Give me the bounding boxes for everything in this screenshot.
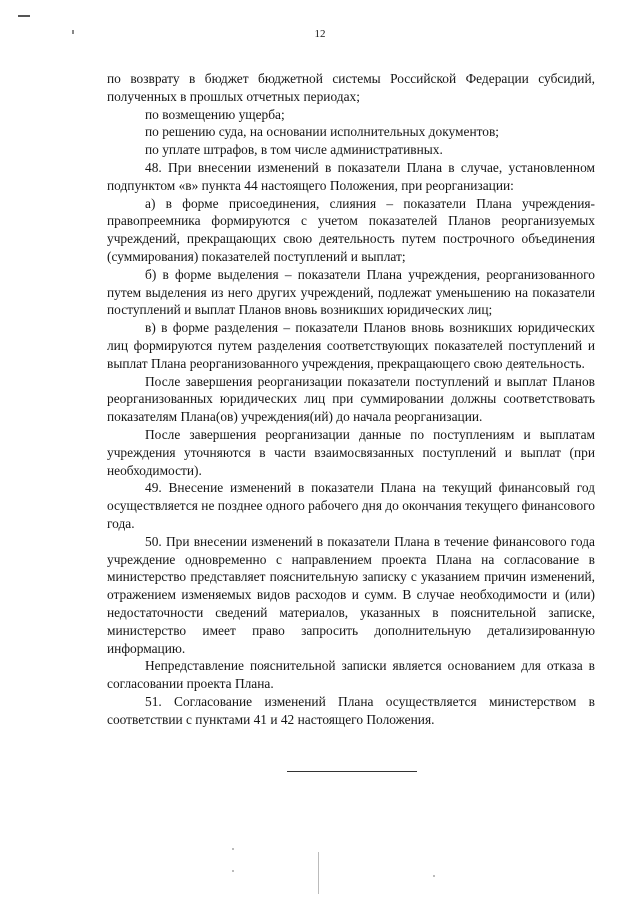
paragraph: После завершения реорганизации показатели поступлений и выплат Планов реорганизованных юридических лиц при суммировании должны соответствовать показателям Плана(ов) учреждения(ий) до начала реорганизации. — [107, 373, 595, 425]
paragraph: по решению суда, на основании исполнительных документов; — [145, 124, 500, 140]
document-body — [107, 70, 595, 728]
scan-artifact — [18, 15, 30, 17]
paragraph: 49. Внесение изменений в показатели Плана на текущий финансовый год осуществляется не позднее одного рабочего дня до окончания текущего финансового года. — [107, 480, 595, 531]
scan-artifact — [318, 852, 319, 894]
paragraph: 51. Согласование изменений Плана осуществляется министерством в соответствии с пунктами 41 и 42 настоящего Положения. — [107, 693, 595, 727]
paragraph: После завершения реорганизации данные по поступлениям и выплатам учреждения уточняются в части взаимосвязанных поступлений и выплат (при необходимости). — [107, 426, 595, 478]
page-number: 12 — [314, 28, 326, 40]
paragraph: по уплате штрафов, в том числе административных. — [145, 142, 443, 158]
paragraph: по возврату в бюджет бюджетной системы Российской Федерации субсидий, полученных в прошлых отчетных периодах; — [107, 71, 595, 104]
paragraph: б) в форме выделения – показатели Плана учреждения, реорганизованного путем выделения из него других учреждений, подлежат уменьшению на показатели поступлений и выплат Планов вновь возникших юридических лиц; — [107, 266, 595, 318]
paragraph: 48. При внесении изменений в показатели Плана в случае, установленном подпунктом «в» пункта 44 настоящего Положения, при реорганизации: — [107, 159, 595, 193]
scan-artifact — [433, 875, 435, 877]
end-rule — [287, 771, 417, 772]
paragraph: в) в форме разделения – показатели Планов вновь возникших юридических лиц формируются путем разделения соответствующих показателей поступлений и выплат Плана реорганизованного учреждения, прекращающего свою деятельность. — [107, 320, 595, 371]
paragraph: 50. При внесении изменений в показатели Плана в течение финансового года учреждение одновременно с направлением проекта Плана на согласование в министерство представляет пояснительную записку с указанием причин изменений, отражением изменяемых видов расходов и сумм. В случае необходимости и (или) недостаточности сведений материалов, указанных в пояснительной записке, министерство имеет право запросить дополнительную детализированную информацию. — [107, 533, 595, 656]
scan-artifact — [232, 848, 234, 850]
paragraph: по возмещению ущерба; — [145, 106, 285, 122]
scan-artifact — [232, 870, 234, 872]
paragraph: Непредставление пояснительной записки является основанием для отказа в согласовании проекта Плана. — [107, 658, 595, 692]
paragraph: а) в форме присоединения, слияния – показатели Плана учреждения-правопреемника формируются с учетом показателей Планов реорганизуемых учреждений, прекращающих свою деятельность путем построчного объединения (суммирования) показателей поступлений и выплат; — [107, 195, 595, 264]
